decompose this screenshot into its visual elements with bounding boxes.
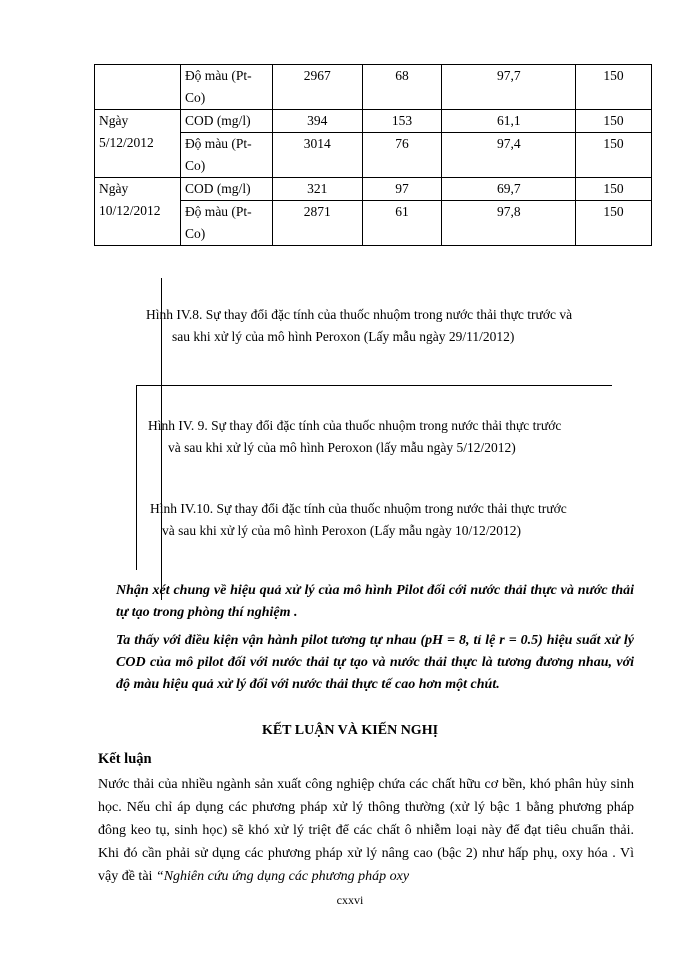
- value-cell: 97: [362, 178, 442, 201]
- value-cell: 3014: [272, 133, 362, 178]
- date-cell: Ngày 10/12/2012: [95, 178, 181, 246]
- value-cell: 150: [576, 110, 652, 133]
- value-cell: 76: [362, 133, 442, 178]
- conclusion-paragraph: Nước thải của nhiều ngành sản xuất công nghiệp chứa các chất hữu cơ bền, khó phân hủy sinh học. Nếu chỉ áp dụng các phương pháp xử lý thông thường (xử lý bậc 1 bằng phương pháp đông keo tụ, sinh học) sẽ khó xử lý triệt để các chất ô nhiễm loại này để đạt tiêu chuẩn thải. Khi đó cần phải sử dụng các phương pháp xử lý nâng cao (bậc 2) như hấp phụ, oxy hóa . Vì vậy đề tài “Nghiên cứu ứng dụng các phương pháp oxy: [98, 777, 634, 884]
- frame-line: [136, 385, 612, 386]
- parameter-cell: COD (mg/l): [180, 178, 272, 201]
- project-title-quote: “Nghiên cứu ứng dụng các phương pháp oxy: [155, 869, 410, 884]
- value-cell: 2871: [272, 201, 362, 246]
- figure-caption-iv9: Hình IV. 9. Sự thay đổi đặc tính của thuốc nhuộm trong nước thải thực trước và sau khi xử lý của mô hình Peroxon (lấy mẫu ngày 5/12/2012): [148, 418, 562, 455]
- value-cell: 61,1: [442, 110, 576, 133]
- value-cell: 150: [576, 178, 652, 201]
- value-cell: 394: [272, 110, 362, 133]
- frame-line: [136, 385, 137, 570]
- value-cell: 68: [362, 65, 442, 110]
- parameter-cell: Độ màu (Pt-Co): [180, 201, 272, 246]
- table-row: [95, 110, 652, 133]
- results-table: [94, 64, 652, 246]
- value-cell: 150: [576, 201, 652, 246]
- figure-caption-iv8: Hình IV.8. Sự thay đổi đặc tính của thuốc nhuộm trong nước thải thực trước và sau khi xử lý của mô hình Peroxon (Lấy mẫu ngày 29/11/2012): [146, 307, 573, 344]
- value-cell: 97,4: [442, 133, 576, 178]
- table-row: [95, 65, 652, 110]
- value-cell: 97,8: [442, 201, 576, 246]
- value-cell: 2967: [272, 65, 362, 110]
- page-number: cxxvi: [336, 893, 364, 907]
- table-row: [95, 178, 652, 201]
- section-heading: KẾT LUẬN VÀ KIẾN NGHỊ: [261, 723, 439, 738]
- value-cell: 69,7: [442, 178, 576, 201]
- remark-heading: Nhận xét chung về hiệu quả xử lý của mô hình Pilot đối cới nước thải thực và nước thải tự tạo trong phòng thí nghiệm .: [116, 583, 634, 620]
- figure-caption-iv10: Hình IV.10. Sự thay đổi đặc tính của thuốc nhuộm trong nước thải thực trước và sau khi xử lý của mô hình Peroxon (Lấy mẫu ngày 10/12/2012): [150, 501, 567, 538]
- date-cell: [95, 65, 181, 110]
- value-cell: 150: [576, 65, 652, 110]
- value-cell: 61: [362, 201, 442, 246]
- remark-paragraph: Ta thấy với điều kiện vận hành pilot tương tự nhau (pH = 8, tỉ lệ r = 0.5) hiệu suất xử lý COD của mô pilot đối với nước thải tự tạo và nước thải thực là tương đương nhau, với độ màu hiệu quả xử lý đối với nước thải thực tế cao hơn một chút.: [116, 633, 634, 692]
- value-cell: 321: [272, 178, 362, 201]
- value-cell: 150: [576, 133, 652, 178]
- date-cell: Ngày 5/12/2012: [95, 110, 181, 178]
- value-cell: 153: [362, 110, 442, 133]
- value-cell: 97,7: [442, 65, 576, 110]
- parameter-cell: COD (mg/l): [180, 110, 272, 133]
- parameter-cell: Độ màu (Pt-Co): [180, 65, 272, 110]
- parameter-cell: Độ màu (Pt-Co): [180, 133, 272, 178]
- subsection-heading: Kết luận: [98, 751, 152, 767]
